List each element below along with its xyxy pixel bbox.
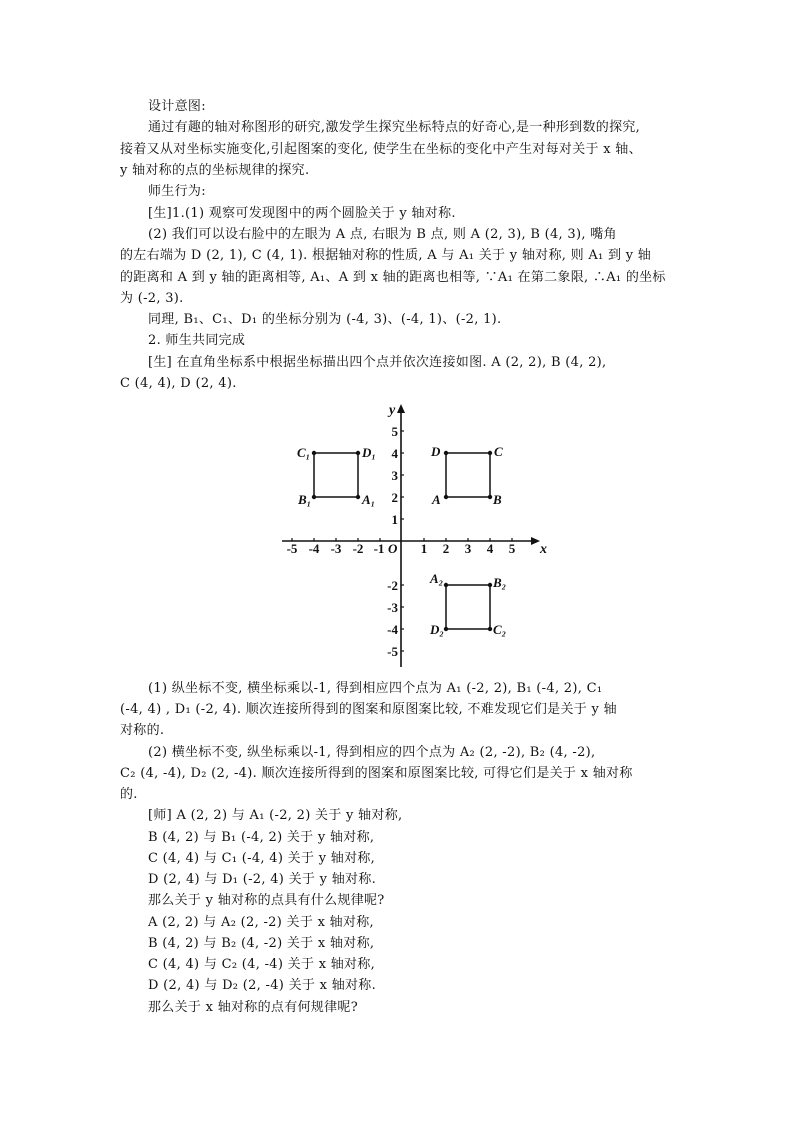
- section-2-heading: 2. 师生共同完成: [148, 333, 246, 348]
- y-axis-arrow: [397, 404, 405, 413]
- point-label-a: A: [432, 492, 441, 507]
- intent-paragraph-line: 接着又从对坐标实施变化,引起图案的变化, 使学生在坐标的变化中产生对每对关于 x 轴、: [120, 142, 642, 157]
- x-tick-label: 4: [486, 541, 494, 556]
- student-answer-line: [生]1.(1) 观察可发现图中的两个圆脸关于 y 轴对称.: [148, 206, 456, 221]
- y-tick-label: -5: [387, 644, 398, 659]
- point-label-d: D: [431, 444, 441, 459]
- x-tick-label: -4: [308, 541, 320, 556]
- student-answer-line: (2) 我们可以设右脸中的左眼为 A 点, 右眼为 B 点, 则 A (2, 3), B (4, 3), 嘴角: [148, 227, 617, 242]
- teacher-line: A (2, 2) 与 A₂ (2, -2) 关于 x 轴对称,: [148, 915, 374, 930]
- square-y-reflection: [314, 453, 358, 497]
- point-label-d1: D₁: [362, 445, 376, 460]
- x-tick-label: -2: [352, 541, 364, 556]
- student-answer-line: C (4, 4), D (2, 4).: [120, 376, 237, 391]
- explanation-line: 的.: [120, 787, 138, 802]
- x-axis-arrow: [531, 537, 540, 545]
- teacher-line: C (4, 4) 与 C₂ (4, -4) 关于 x 轴对称,: [148, 957, 376, 972]
- point-label-d2: D₂: [430, 622, 444, 637]
- point-label-c: C: [494, 444, 503, 459]
- x-tick-label: 2: [442, 541, 450, 556]
- y-tick-label: 5: [391, 424, 398, 439]
- actions-heading: 师生行为:: [148, 184, 206, 199]
- x-tick-label: -3: [330, 541, 342, 556]
- intent-heading: 设计意图:: [148, 99, 206, 114]
- y-tick-label: 2: [391, 490, 398, 505]
- square-x-reflection: [446, 585, 490, 629]
- teacher-line: B (4, 2) 与 B₂ (4, -2) 关于 x 轴对称,: [148, 936, 375, 951]
- student-answer-line: 为 (-2, 3).: [120, 291, 184, 306]
- intent-paragraph-line: y 轴对称的点的坐标规律的探究.: [120, 163, 310, 178]
- y-tick-label: -2: [387, 578, 398, 593]
- y-tick-label: -4: [387, 622, 398, 637]
- teacher-line: [师] A (2, 2) 与 A₁ (-2, 2) 关于 y 轴对称,: [148, 808, 403, 823]
- origin-label: O: [388, 541, 398, 556]
- x-tick-label: 5: [508, 541, 516, 556]
- y-tick-label: 3: [391, 468, 398, 483]
- x-tick-label: -5: [286, 541, 298, 556]
- square-original: [446, 453, 490, 497]
- point-label-c2: C₂: [493, 622, 507, 637]
- teacher-question: 那么关于 y 轴对称的点具有什么规律呢?: [148, 893, 385, 908]
- x-axis-label: x: [540, 542, 547, 557]
- y-tick-label: -3: [387, 600, 398, 615]
- student-answer-line: [生] 在直角坐标系中根据坐标描出四个点并依次连接如图. A (2, 2), B (4, 2),: [148, 355, 607, 370]
- intent-paragraph-line: 通过有趣的轴对称图形的研究,激发学生探究坐标特点的好奇心,是一种形到数的探究,: [148, 120, 641, 135]
- explanation-line: C₂ (4, -4), D₂ (2, -4). 顺次连接所得到的图案和原图案比较, 可得它们是关于 x 轴对称: [120, 766, 633, 781]
- student-answer-line: 的左右端为 D (2, 1), C (4, 1). 根据轴对称的性质, A 与 A₁ 关于 y 轴对称, 则 A₁ 到 y 轴: [120, 248, 652, 263]
- student-answer-line: 的距离和 A 到 y 轴的距离相等, A₁、A 到 x 轴的距离也相等, ∵A₁ 在第二象限, ∴A₁ 的坐标: [120, 270, 666, 285]
- point-label-b1: B₁: [298, 492, 312, 507]
- teacher-question: 那么关于 x 轴对称的点有何规律呢?: [148, 1000, 358, 1015]
- y-tick-label: 1: [391, 512, 398, 527]
- x-tick-label: 3: [464, 541, 472, 556]
- point-label-a1: A₁: [362, 492, 376, 507]
- y-axis-label: y: [389, 403, 396, 418]
- student-answer-line: 同理, B₁、C₁、D₁ 的坐标分别为 (-4, 3)、(-4, 1)、(-2, 1).: [148, 312, 502, 327]
- explanation-line: (2) 横坐标不变, 纵坐标乘以-1, 得到相应的四个点为 A₂ (2, -2), B₂ (4, -2),: [148, 745, 596, 760]
- point-label-b: B: [493, 492, 502, 507]
- teacher-line: D (2, 4) 与 D₂ (2, -4) 关于 x 轴对称.: [148, 978, 377, 993]
- x-tick-label: 1: [420, 541, 428, 556]
- point-label-b2: B₂: [493, 575, 507, 590]
- point-label-a2: A₂: [430, 571, 444, 586]
- point-label-c1: C₁: [297, 445, 311, 460]
- x-tick-label: -1: [373, 541, 385, 556]
- y-tick-label: 4: [391, 446, 398, 461]
- explanation-line: (1) 纵坐标不变, 横坐标乘以-1, 得到相应四个点为 A₁ (-2, 2), B₁ (-4, 2), C₁: [148, 681, 603, 696]
- teacher-line: D (2, 4) 与 D₁ (-2, 4) 关于 y 轴对称.: [148, 872, 377, 887]
- explanation-line: (-4, 4) , D₁ (-2, 4). 顺次连接所得到的图案和原图案比较, 不难发现它们是关于 y 轴: [120, 702, 617, 717]
- teacher-line: B (4, 2) 与 B₁ (-4, 2) 关于 y 轴对称,: [148, 830, 375, 845]
- explanation-line: 对称的.: [120, 723, 165, 738]
- teacher-line: C (4, 4) 与 C₁ (-4, 4) 关于 y 轴对称,: [148, 851, 376, 866]
